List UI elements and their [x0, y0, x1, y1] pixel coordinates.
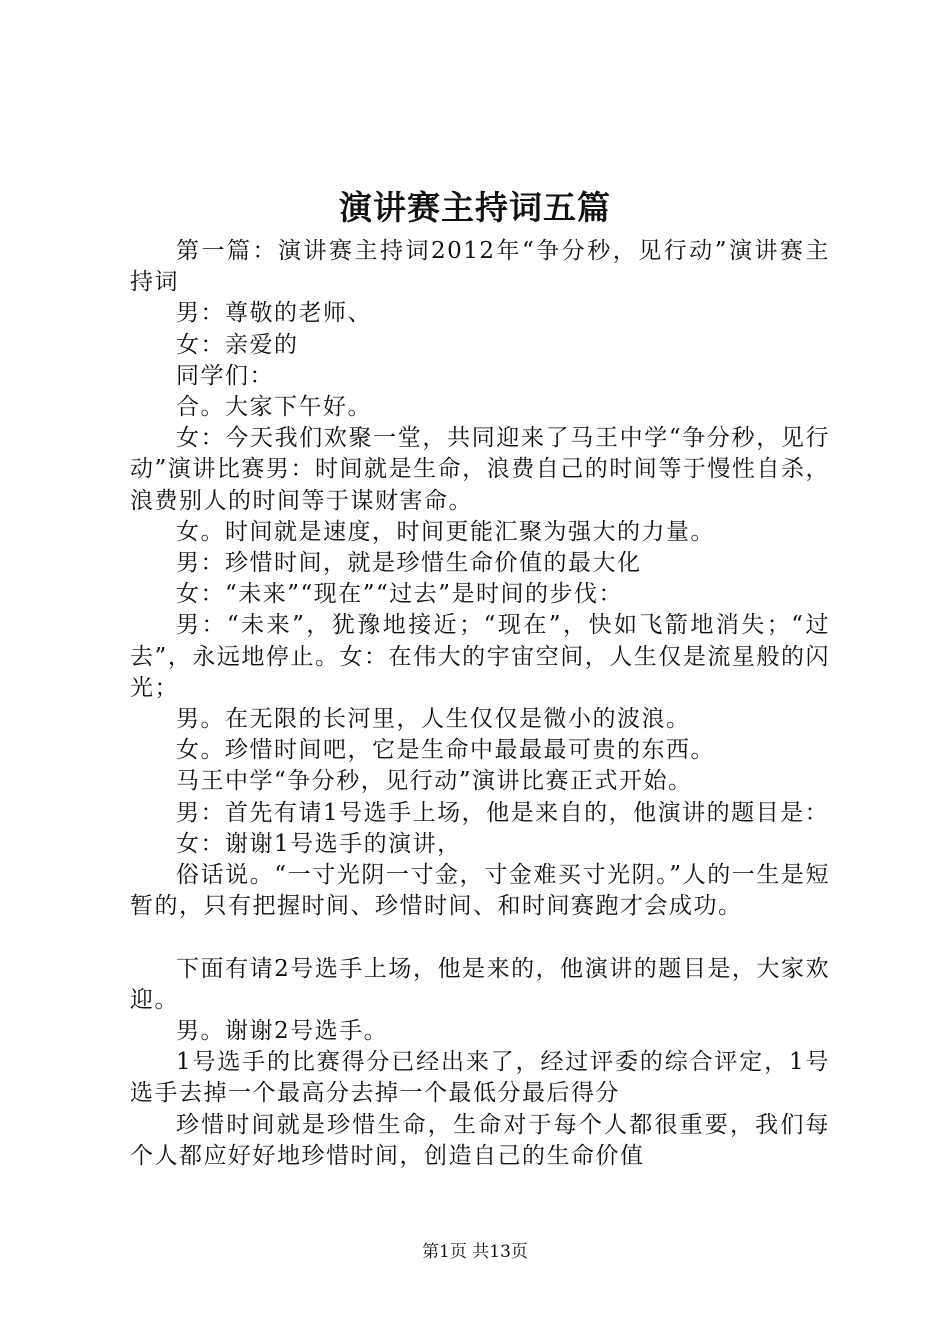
paragraph: 下面有请2号选手上场，他是来的，他演讲的题目是，大家欢迎。 — [130, 955, 830, 1013]
paragraph: 男：“未来”，犹豫地接近；“现在”，快如飞箭地消失；“过去”，永远地停止。女：在伟大的宇宙空间，人生仅是流星般的闪光； — [130, 612, 830, 701]
document-title: 演讲赛主持词五篇 — [339, 188, 611, 227]
paragraph: 1号选手的比赛得分已经出来了，经过评委的综合评定，1号选手去掉一个最高分去掉一个最低分最后得分 — [130, 1049, 830, 1107]
paragraph: 第一篇：演讲赛主持词2012年“争分秒，见行动”演讲赛主持词 — [130, 238, 830, 296]
paragraph: 女：今天我们欢聚一堂，共同迎来了马王中学“争分秒，见行动”演讲比赛男：时间就是生命，浪费自己的时间等于慢性自杀，浪费别人的时间等于谋财害命。 — [130, 425, 830, 514]
paragraph: 女。珍惜时间吧，它是生命中最最最可贵的东西。 — [176, 737, 715, 764]
paragraph: 珍惜时间就是珍惜生命，生命对于每个人都很重要，我们每个人都应好好地珍惜时间，创造自己的生命价值 — [130, 1111, 830, 1169]
paragraph: 女。时间就是速度，时间更能汇聚为强大的力量。 — [176, 518, 715, 545]
paragraph: 男。谢谢2号选手。 — [176, 1018, 389, 1045]
blank-line — [130, 922, 830, 953]
page-number-footer: 第1页 共13页 — [422, 1242, 528, 1262]
paragraph: 同学们： — [176, 362, 274, 389]
paragraph: 男：首先有请1号选手上场，他是来自的，他演讲的题目是： — [176, 799, 830, 826]
paragraph: 马王中学“争分秒，见行动”演讲比赛正式开始。 — [176, 768, 693, 795]
document-body — [130, 236, 830, 1172]
paragraph: 俗话说。“一寸光阴一寸金，寸金难买寸光阴。”人的一生是短暂的，只有把握时间、珍惜时间、和时间赛跑才会成功。 — [130, 862, 830, 920]
paragraph: 女：谢谢1号选手的演讲， — [176, 830, 462, 857]
paragraph: 女：“未来”“现在”“过去”是时间的步伐： — [176, 581, 624, 608]
paragraph: 女：亲爱的 — [176, 331, 299, 358]
paragraph: 男：珍惜时间，就是珍惜生命价值的最大化 — [176, 550, 642, 577]
paragraph: 合。大家下午好。 — [176, 394, 372, 421]
paragraph: 男：尊敬的老师、 — [176, 300, 372, 327]
paragraph: 男。在无限的长河里，人生仅仅是微小的波浪。 — [176, 706, 691, 733]
